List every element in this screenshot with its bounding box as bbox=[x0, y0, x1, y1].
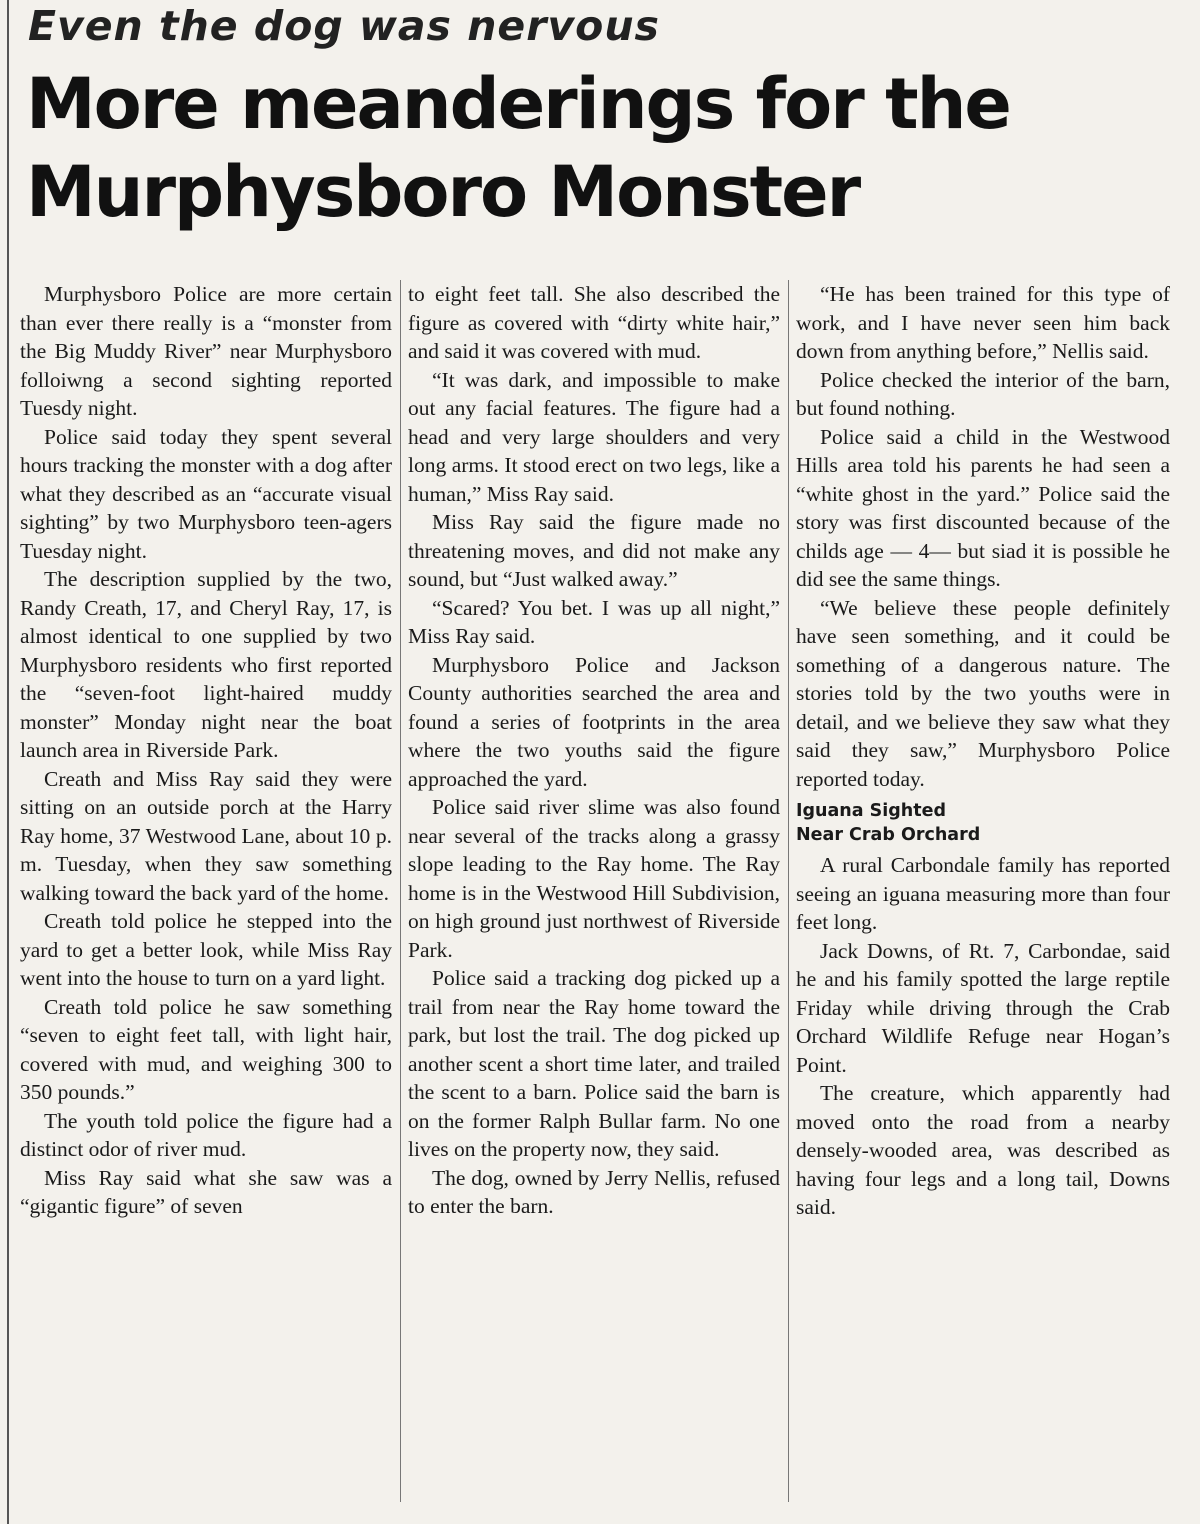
paragraph: The youth told police the figure had a distinct odor of river mud. bbox=[20, 1108, 392, 1161]
paragraph: “It was dark, and impossible to make out any facial features. The figure had a head and very large shoulders and very long arms. It stood erect on two legs, like a human,” Miss Ray said. bbox=[408, 367, 780, 506]
subhead-line: Iguana Sighted bbox=[796, 801, 947, 821]
left-column-rule bbox=[7, 0, 9, 1524]
paragraph: Miss Ray said what she saw was a “gigantic figure” of seven bbox=[20, 1165, 392, 1218]
headline: More meanderings for the Murphysboro Monster bbox=[26, 63, 1010, 233]
paragraph: “He has been trained for this type of work, and I have never seen him back down from anything before,” Nellis said. bbox=[796, 282, 1170, 363]
article-column-1 bbox=[20, 280, 392, 1510]
paragraph: Murphysboro Police and Jackson County authorities searched the area and found a series of footprints in the area where the two youths said the figure approached the yard. bbox=[408, 652, 780, 791]
paragraph: “We believe these people definitely have seen something, and it could be something of a dangerous nature. The stories told by the two youths were in detail, and we believe they saw what they said they saw,” Murphysboro Police reported today. bbox=[796, 595, 1170, 791]
paragraph: A rural Carbondale family has reported seeing an iguana measuring more than four feet long. bbox=[796, 853, 1170, 934]
column-divider bbox=[400, 280, 401, 1502]
paragraph: “Scared? You bet. I was up all night,” Miss Ray said. bbox=[408, 595, 780, 648]
kicker: Even the dog was nervous bbox=[28, 2, 660, 50]
article-column-3 bbox=[796, 280, 1170, 1510]
paragraph: Creath and Miss Ray said they were sitting on an outside porch at the Harry Ray home, 37 Westwood Lane, about 10 p. m. Tuesday, when they saw something walking toward the back yard of the home. bbox=[20, 766, 392, 905]
paragraph: Creath told police he saw something “seven to eight feet tall, with light hair, covered with mud, and weighing 300 to 350 pounds.” bbox=[20, 994, 392, 1104]
paragraph: Jack Downs, of Rt. 7, Carbondae, said he and his family spotted the large reptile Friday while driving through the Crab Orchard Wildlife Refuge near Hogan’s Point. bbox=[796, 938, 1170, 1077]
subhead-line: Near Crab Orchard bbox=[796, 825, 981, 845]
paragraph: Police checked the interior of the barn, but found nothing. bbox=[796, 367, 1170, 420]
article-column-2 bbox=[408, 280, 780, 1510]
paragraph: Police said river slime was also found near several of the tracks along a grassy slope leading to the Ray home. The Ray home is in the Westwood Hill Subdivision, on high ground just northwest of Riverside Park. bbox=[408, 795, 780, 962]
column-divider bbox=[788, 280, 789, 1502]
paragraph: Murphysboro Police are more certain than ever there really is a “monster from the Big Muddy River” near Murphysboro folloiwng a second sighting reported Tuesdy night. bbox=[20, 282, 392, 420]
paragraph: The dog, owned by Jerry Nellis, refused to enter the barn. bbox=[408, 1165, 780, 1218]
paragraph: Police said a tracking dog picked up a trail from near the Ray home toward the park, but lost the trail. The dog picked up another scent a short time later, and trailed the scent to a barn. Police said the barn is on the former Ralph Bullar farm. No one lives on the property now, they said. bbox=[408, 966, 780, 1161]
paragraph: The description supplied by the two, Randy Creath, 17, and Cheryl Ray, 17, is almost identical to one supplied by two Murphysboro residents who first reported the “seven-foot light-haired muddy monster” Monday night near the boat launch area in Riverside Park. bbox=[20, 567, 392, 762]
subhead bbox=[796, 799, 1170, 847]
paragraph: Creath told police he stepped into the yard to get a better look, while Miss Ray went into the house to turn on a yard light. bbox=[20, 909, 392, 990]
paragraph: Miss Ray said the figure made no threatening moves, and did not make any sound, but “Just walked away.” bbox=[408, 510, 780, 591]
paragraph: to eight feet tall. She also described the figure as covered with “dirty white hair,” and said it was covered with mud. bbox=[408, 282, 780, 363]
paragraph: Police said today they spent several hours tracking the monster with a dog after what they described as an “accurate visual sighting” by two Murphysboro teen-agers Tuesday night. bbox=[20, 424, 392, 563]
paragraph: Police said a child in the Westwood Hills area told his parents he had seen a “white ghost in the yard.” Police said the story was first discounted because of the childs age — 4— but siad it is possible he did see the same things. bbox=[796, 424, 1170, 591]
paragraph: The creature, which apparently had moved onto the road from a nearby densely-wooded area, was described as having four legs and a long tail, Downs said. bbox=[796, 1081, 1170, 1219]
